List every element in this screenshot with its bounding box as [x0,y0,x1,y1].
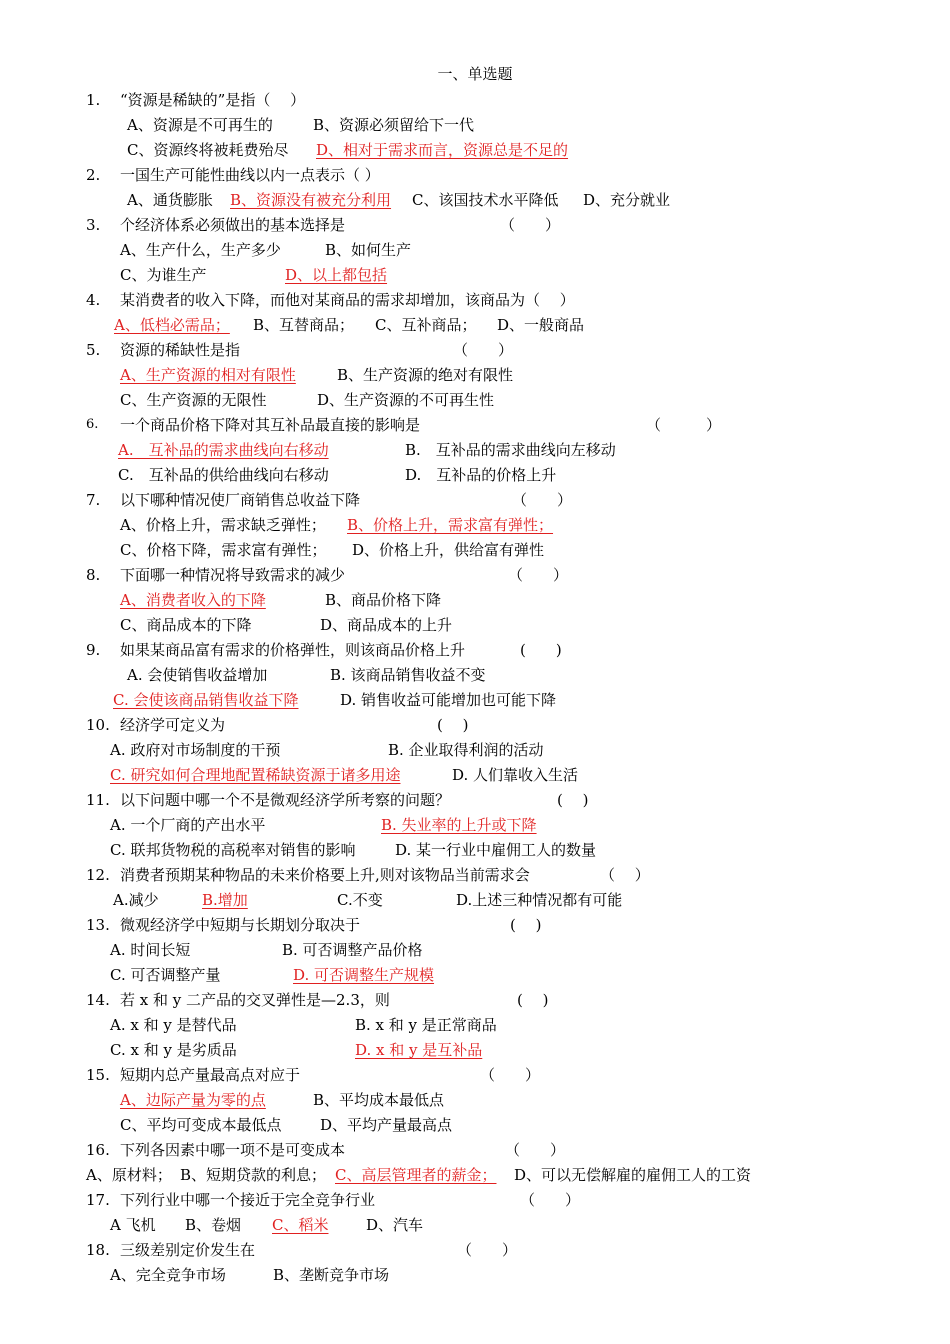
q2-number: 2. [86,166,101,184]
q9-option-a: A. 会使销售收益增加 [127,666,268,684]
q13-number: 13. [86,916,110,934]
q6-option-b: B. 互补品的需求曲线向左移动 [405,441,616,459]
q4-option-d: D、一般商品 [497,316,585,334]
q7-option-c: C、价格下降，需求富有弹性； [120,541,327,559]
q1-option-d-answer: D、相对于需求而言，资源总是不足的 [316,141,569,159]
q18-text: 三级差别定价发生在 [120,1241,256,1259]
q1-option-a: A、资源是不可再生的 [127,116,273,134]
q11-option-c: C. 联邦货物税的高税率对销售的影响 [110,841,356,859]
q3-option-c: C、为谁生产 [120,266,207,284]
q13-text: 微观经济学中短期与长期划分取决于 [120,916,361,934]
q15-number: 15. [86,1066,110,1084]
q4-number: 4. [86,291,101,309]
q10-option-b: B. 企业取得利润的活动 [388,741,544,759]
q17-text: 下列行业中哪一个接近于完全竞争行业 [120,1191,376,1209]
q14-option-a: A. x 和 y 是替代品 [110,1016,237,1034]
q14-option-c: C. x 和 y 是劣质品 [110,1041,237,1059]
q4-option-b: B、互替商品； [253,316,355,334]
q7-number: 7. [86,491,101,509]
q17-option-c-answer: C、稻米 [272,1216,329,1234]
q7-option-b-answer: B、价格上升，需求富有弹性； [347,516,554,534]
q13-option-c: C. 可否调整产量 [110,966,221,984]
q10-option-a: A. 政府对市场制度的干预 [110,741,281,759]
q12-option-b-answer: B.增加 [202,891,248,909]
q14-option-d-answer: D. x 和 y 是互补品 [355,1041,483,1059]
q14-number: 14. [86,991,110,1009]
q3-option-a: A、生产什么，生产多少 [120,241,281,259]
q9-number: 9. [86,641,101,659]
q7-text: 以下哪种情况使厂商销售总收益下降 [120,491,361,509]
q1-option-c: C、资源终将被耗费殆尽 [127,141,289,159]
q15-option-b: B、平均成本最低点 [313,1091,445,1109]
q12-option-d: D.上述三种情况都有可能 [456,891,623,909]
q13-paren: ( ) [510,916,542,934]
q10-option-d: D. 人们靠收入生活 [452,766,579,784]
q5-option-d: D、生产资源的不可再生性 [317,391,495,409]
q2-option-d: D、充分就业 [583,191,671,209]
q13-option-b: B. 可否调整产品价格 [282,941,423,959]
q2-text: 一国生产可能性曲线以内一点表示（ ） [120,166,380,184]
q12-option-c: C.不变 [337,891,383,909]
q4-option-a-answer: A、低档必需品； [114,316,230,334]
q4-text: 某消费者的收入下降，而他对某商品的需求却增加，该商品为（ ） [120,291,575,309]
q8-option-d: D、商品成本的上升 [320,616,453,634]
q2-option-c: C、该国技术水平降低 [412,191,559,209]
q6-option-a-answer: A. 互补品的需求曲线向右移动 [118,441,329,459]
q14-paren: ( ) [517,991,549,1009]
q3-paren: （ ） [500,216,561,234]
q15-option-a-answer: A、边际产量为零的点 [120,1091,266,1109]
q3-option-d-answer: D、以上都包括 [285,266,388,284]
q16-paren: （ ） [505,1141,566,1159]
q14-option-b: B. x 和 y 是正常商品 [355,1016,497,1034]
q6-text: 一个商品价格下降对其互补品最直接的影响是 [120,416,421,434]
q16-option-c-answer: C、高层管理者的薪金； [335,1166,497,1184]
q6-option-d: D. 互补品的价格上升 [405,466,557,484]
q11-paren: ( ) [557,791,589,809]
q9-option-b: B. 该商品销售收益不变 [330,666,486,684]
q16-option-a: A、原材料； [86,1166,172,1184]
q16-text: 下列各因素中哪一项不是可变成本 [120,1141,346,1159]
q5-option-b: B、生产资源的绝对有限性 [337,366,514,384]
q6-number: 6. [86,417,99,432]
q3-text: 个经济体系必须做出的基本选择是 [120,216,346,234]
q2-option-b-answer: B、资源没有被充分利用 [230,191,392,209]
q17-option-a: A 飞机 [110,1216,156,1234]
q2-option-a: A、通货膨胀 [127,191,213,209]
q5-paren: （ ） [453,341,514,359]
q9-paren: ( ) [520,641,562,659]
q5-option-c: C、生产资源的无限性 [120,391,267,409]
q18-option-a: A、完全竞争市场 [110,1266,226,1284]
q3-option-b: B、如何生产 [325,241,412,259]
q12-option-a: A.减少 [113,891,159,909]
q13-option-d-answer: D. 可否调整生产规模 [293,966,435,984]
q16-option-b: B、短期贷款的利息； [180,1166,327,1184]
q16-number: 16. [86,1141,110,1159]
q11-number: 11. [86,791,110,809]
q3-number: 3. [86,216,101,234]
q18-number: 18. [86,1241,110,1259]
q12-text: 消费者预期某种物品的未来价格要上升,则对该物品当前需求会 [120,866,530,884]
q10-text: 经济学可定义为 [120,716,226,734]
section-title: 一、单选题 [437,65,513,83]
q12-number: 12. [86,866,110,884]
q6-option-c: C. 互补品的供给曲线向右移动 [118,466,329,484]
q11-option-a: A. 一个厂商的产出水平 [110,816,266,834]
q14-text: 若 x 和 y 二产品的交叉弹性是—2.3，则 [120,991,390,1009]
q10-paren: ( ) [437,716,469,734]
q5-option-a-answer: A、生产资源的相对有限性 [120,366,296,384]
q6-paren: （ ） [646,416,722,434]
q15-option-c: C、平均可变成本最低点 [120,1116,282,1134]
q1-number: 1. [86,91,101,109]
q1-option-b: B、资源必须留给下一代 [313,116,475,134]
q15-paren: （ ） [480,1066,541,1084]
q8-paren: （ ） [508,566,569,584]
q17-number: 17. [86,1191,110,1209]
q5-text: 资源的稀缺性是指 [120,341,241,359]
q4-option-c: C、互补商品； [375,316,477,334]
q7-option-d: D、价格上升，供给富有弹性 [352,541,545,559]
q8-option-b: B、商品价格下降 [325,591,442,609]
q9-option-d: D. 销售收益可能增加也可能下降 [340,691,557,709]
q12-paren: （ ） [600,866,650,884]
q11-option-d: D. 某一行业中雇佣工人的数量 [395,841,597,859]
q5-number: 5. [86,341,101,359]
q7-paren: （ ） [512,491,573,509]
q10-option-c-answer: C. 研究如何合理地配置稀缺资源于诸多用途 [110,766,401,784]
q15-text: 短期内总产量最高点对应于 [120,1066,301,1084]
q13-option-a: A. 时间长短 [110,941,191,959]
q9-text: 如果某商品富有需求的价格弹性，则该商品价格上升 [120,641,466,659]
q18-paren: （ ） [457,1241,518,1259]
q10-number: 10. [86,716,110,734]
q8-number: 8. [86,566,101,584]
q17-paren: （ ） [520,1191,581,1209]
q17-option-d: D、汽车 [366,1216,424,1234]
q8-option-a-answer: A、消费者收入的下降 [120,591,266,609]
q8-text: 下面哪一种情况将导致需求的减少 [120,566,346,584]
q11-option-b-answer: B. 失业率的上升或下降 [381,816,537,834]
q1-text: “资源是稀缺的”是指（ ） [120,91,306,109]
q11-text: 以下问题中哪一个不是微观经济学所考察的问题？ [120,791,451,809]
q15-option-d: D、平均产量最高点 [320,1116,453,1134]
q17-option-b: B、卷烟 [185,1216,242,1234]
q16-option-d: D、可以无偿解雇的雇佣工人的工资 [514,1166,752,1184]
q7-option-a: A、价格上升，需求缺乏弹性； [120,516,326,534]
q18-option-b: B、垄断竞争市场 [273,1266,390,1284]
q8-option-c: C、商品成本的下降 [120,616,252,634]
q9-option-c-answer: C. 会使该商品销售收益下降 [113,691,299,709]
